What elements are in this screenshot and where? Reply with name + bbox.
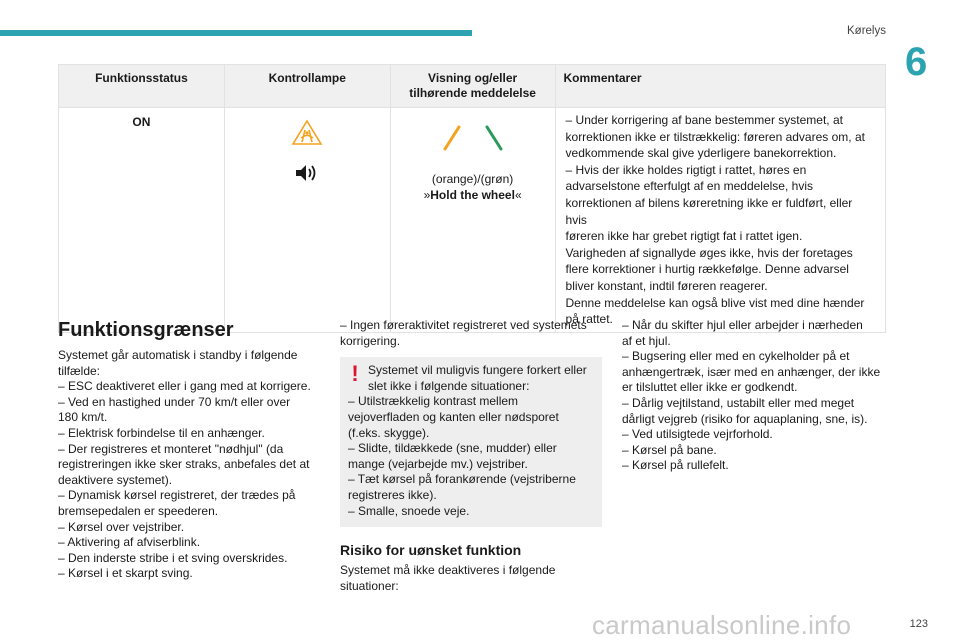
text-line: bremsepedalen er speederen. (58, 503, 219, 518)
table-header: Visning og/eller tilhørende meddelelse (390, 65, 555, 108)
section-title: Kørelys (847, 25, 886, 37)
comment-line: advarselstone efterfulgt af en meddelelse, hvis (565, 179, 813, 194)
text-line: – Den inderste stribe i et sving overskrides. (58, 550, 288, 565)
comment-line: Denne meddelelse kan også blive vist med dine hænder (565, 295, 865, 310)
risk-heading: Risiko for uønsket funktion (340, 542, 522, 559)
status-cell (59, 108, 225, 333)
orange-lane-line-icon (441, 124, 463, 157)
green-lane-line-icon (483, 124, 505, 157)
comment-line: korrektionen af bilens køreretning ikke er fuldført, eller hvis (565, 195, 853, 227)
text-line: tilfælde: (58, 363, 101, 378)
comment-line: korrektionen ikke er tilstrækkelig: føreren advares om, at (565, 129, 865, 144)
table-header: Funktionsstatus (59, 65, 225, 108)
display-color-note: (orange)/(grøn) (431, 171, 514, 186)
warning-box (340, 357, 602, 527)
text-line: – Dynamisk kørsel registreret, der trædes på (58, 488, 296, 503)
watermark: carmanualsonline.info (592, 610, 852, 640)
comment-line: bliver konstant, indtil føreren reagerer. (565, 278, 768, 293)
text-line: – Aktivering af afviserblink. (58, 535, 201, 550)
function-table (58, 64, 886, 333)
header-accent-bar (0, 30, 472, 36)
warning-text: Systemet vil muligvis fungere forkert eller (368, 363, 587, 378)
text-line: korrigering. (340, 333, 401, 348)
comment-cell (555, 108, 885, 333)
warning-text: – Utilstrækkelig kontrast mellem (348, 394, 519, 409)
text-line: – Dårlig vejtilstand, ustabilt eller med meget (622, 395, 855, 410)
status-value: ON (132, 115, 151, 129)
comment-line: – Hvis der ikke holdes rigtigt i rattet, høres en (565, 162, 807, 177)
text-line: – Kørsel i et skarpt sving. (58, 566, 193, 581)
comment-line: på rattet. (565, 312, 613, 327)
limits-heading: Funktionsgrænser (58, 319, 234, 341)
text-line: – Ved utilsigtede vejrforhold. (622, 427, 773, 442)
text-line: Systemet går automatisk i standby i følgende (58, 348, 298, 362)
chapter-number: 6 (905, 40, 928, 84)
text-line: – Der registreres et monteret "nødhjul" (da (58, 441, 284, 456)
text-line: – Kørsel på rullefelt. (622, 458, 729, 473)
display-message: »Hold the wheel« (423, 188, 522, 203)
warning-text: – Slidte, tildækkede (sne, mudder) eller (348, 441, 557, 456)
warning-text: (f.eks. skygge). (348, 425, 430, 440)
warning-text: – Tæt kørsel på forankørende (vejstriberne (348, 472, 576, 487)
page-number: 123 (909, 618, 928, 630)
text-line: dårligt vejgreb (risiko for aquaplaning, sne, is). (622, 411, 868, 426)
text-line: – Kørsel over vejstriber. (58, 519, 185, 534)
text-line: – Bugsering eller med en cykelholder på et (622, 349, 850, 364)
text-line: Systemet må ikke deaktiveres i følgende (340, 563, 556, 578)
middle-column (340, 318, 602, 594)
lane-assist-warning-icon (290, 118, 324, 153)
comment-line: vedkommende skal give yderligere banekorrektion. (565, 146, 837, 161)
text-line: – ESC deaktiveret eller i gang med at korrigere. (58, 379, 311, 394)
text-line: er tilsluttet eller ikke er godkendt. (622, 380, 798, 395)
text-line: – Når du skifter hjul eller arbejder i nærheden (622, 318, 863, 332)
text-line: – Kørsel på bane. (622, 442, 717, 457)
table-header: Kontrollampe (224, 65, 390, 108)
text-line: af et hjul. (622, 333, 671, 348)
comment-line: flere korrektioner i hurtig rækkefølge. Denne advarsel (565, 262, 849, 277)
table-header: Kommentarer (555, 65, 885, 108)
text-line: – Elektrisk forbindelse til en anhænger. (58, 425, 265, 440)
text-line: – Ingen føreraktivitet registreret ved systemets (340, 318, 587, 332)
speaker-sound-icon (294, 163, 320, 188)
warning-text: slet ikke i følgende situationer: (368, 378, 530, 393)
right-column (622, 318, 886, 474)
comment-line: Varigheden af signallyde øges ikke, hvis der foretages (565, 245, 853, 260)
warning-text: – Smalle, snoede veje. (348, 503, 470, 518)
warning-text: registreres ikke). (348, 487, 437, 502)
warning-icon: ! (351, 361, 359, 387)
text-line: situationer: (340, 578, 399, 593)
display-cell (390, 108, 555, 333)
text-line: deaktivere systemet). (58, 472, 173, 487)
left-column (58, 318, 320, 582)
comment-line: føreren ikke har grebet rigtigt fat i rattet igen. (565, 229, 803, 244)
warning-lamp-cell (224, 108, 390, 333)
text-line: 180 km/t. (58, 410, 108, 425)
warning-text: mange (vejarbejde mv.) vejstriber. (348, 456, 528, 471)
comment-line: – Under korrigering af bane bestemmer systemet, at (565, 113, 843, 127)
text-line: anhængertræk, især med en anhænger, der ikke (622, 364, 881, 379)
warning-text: vejoverfladen og kanten eller nødsporet (348, 409, 559, 424)
text-line: – Ved en hastighed under 70 km/t eller over (58, 394, 291, 409)
text-line: registreringen ikke sker straks, anbefales det at (58, 457, 310, 472)
table-row (59, 108, 886, 333)
